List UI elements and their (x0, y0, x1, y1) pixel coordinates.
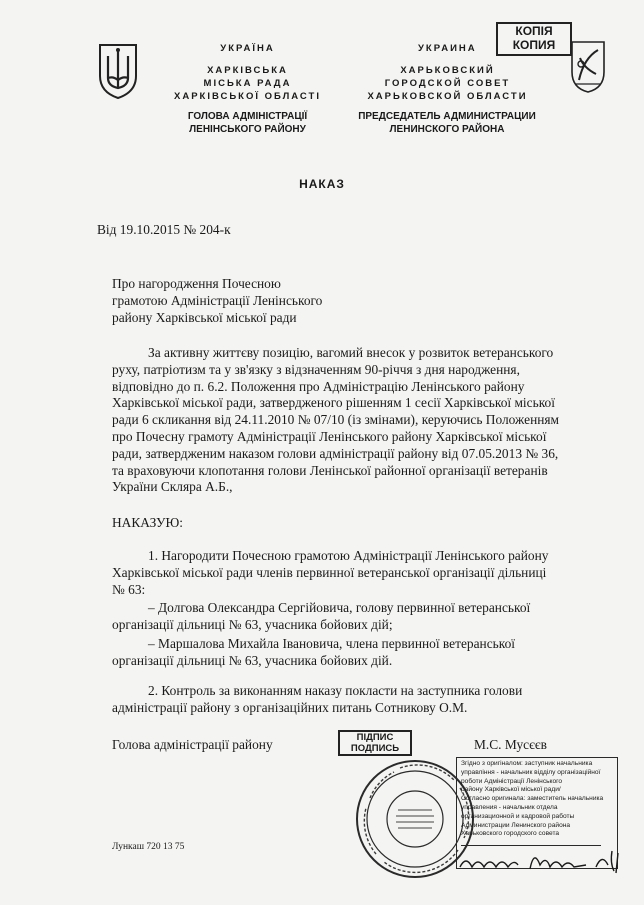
preamble-paragraph: За активну життєву позицію, вагомий внесок у розвиток ветеранського руху, патріотизм та у зв'язку з відзначенням 90-річчя з дня народження, відповідно до п. 6.2. Положення про Адміністрацію Ленінського району Харківської міської ради, затвердженого рішенням 1 сесії Харківської міської ради 6 скликання від 24.11.2010 № 07/10 (із змінами), керуючись Положенням про Почесну грамоту Адміністрації Ленінського району Харківської міської ради, затвердженим наказом голови адміністрації району від 07.05.2013 № 36, та враховуючи клопотання голови Ленінської районної організації ветеранів України Скляра А.Б., (112, 345, 560, 495)
city-coat-of-arms-icon (570, 40, 606, 94)
city-ua: ХАРКІВСЬКА (207, 65, 288, 76)
order-item-1: 1. Нагородити Почесною грамотою Адміністрації Ленінського району Харківської міської ради членів первинної ветеранської організації дільниці № 63: (112, 548, 549, 597)
document-title: НАКАЗ (299, 177, 345, 191)
country-ru: УКРАИНА (418, 43, 477, 54)
order-subject: Про нагородження Почесною грамотою Адміністрації Ленінського району Харківської міської ради (112, 276, 323, 325)
executor-note: Лункаш 720 13 75 (112, 842, 185, 852)
council-ru: ГОРОДСКОЙ СОВЕТ (384, 78, 511, 89)
order-item-2: 2. Контроль за виконанням наказу покласти на заступника голови адміністрації району з організаційних питань Сотникову О.М. (112, 683, 523, 715)
date-number: Від 19.10.2015 № 204-к (97, 222, 231, 237)
signature-stamp: ПІДПИС ПОДПИСЬ (338, 730, 412, 756)
trident-icon (96, 42, 140, 100)
certification-stamp: Згідно з оригіналом: заступник начальника управління - начальник відділу організаційної роботи Адміністрації Ленінського району Харківської міської ради/ Согласно оригинала: заместитель начальника управления - начальник отдела организационной и кадровой работы Администрации Ленинского района Харьковского городского совета (456, 757, 618, 869)
signatory-name: М.С. Мусєєв (474, 737, 547, 752)
handwritten-signature-icon (456, 845, 626, 877)
copy-stamp: КОПІЯ КОПИЯ (496, 22, 572, 56)
signatory-position: Голова адміністрації району (112, 737, 273, 752)
post-left: ГОЛОВА АДМІНІСТРАЦІЇ ЛЕНІНСЬКОГО РАЙОНУ (187, 111, 308, 135)
awardee-2: – Маршалова Михайла Івановича, члена первинної ветеранської організації дільниці № 63, учасника бойових дій. (112, 636, 516, 668)
order-word: НАКАЗУЮ: (112, 515, 183, 530)
header-left (160, 42, 335, 103)
region-ua: ХАРКІВСЬКОЇ ОБЛАСТІ (174, 91, 321, 102)
country-ua: УКРАЇНА (220, 43, 275, 54)
region-ru: ХАРЬКОВСКОЙ ОБЛАСТИ (367, 91, 528, 102)
city-ru: ХАРЬКОВСКИЙ (400, 65, 495, 76)
post-right: ПРЕДСЕДАТЕЛЬ АДМИНИСТРАЦИИ ЛЕНИНСКОГО РАЙОНА (358, 111, 536, 135)
council-ua: МІСЬКА РАДА (203, 78, 292, 89)
awardee-1: – Долгова Олександра Сергійовича, голову первинної ветеранської організації дільниці № 63, учасника бойових дій; (112, 600, 531, 632)
